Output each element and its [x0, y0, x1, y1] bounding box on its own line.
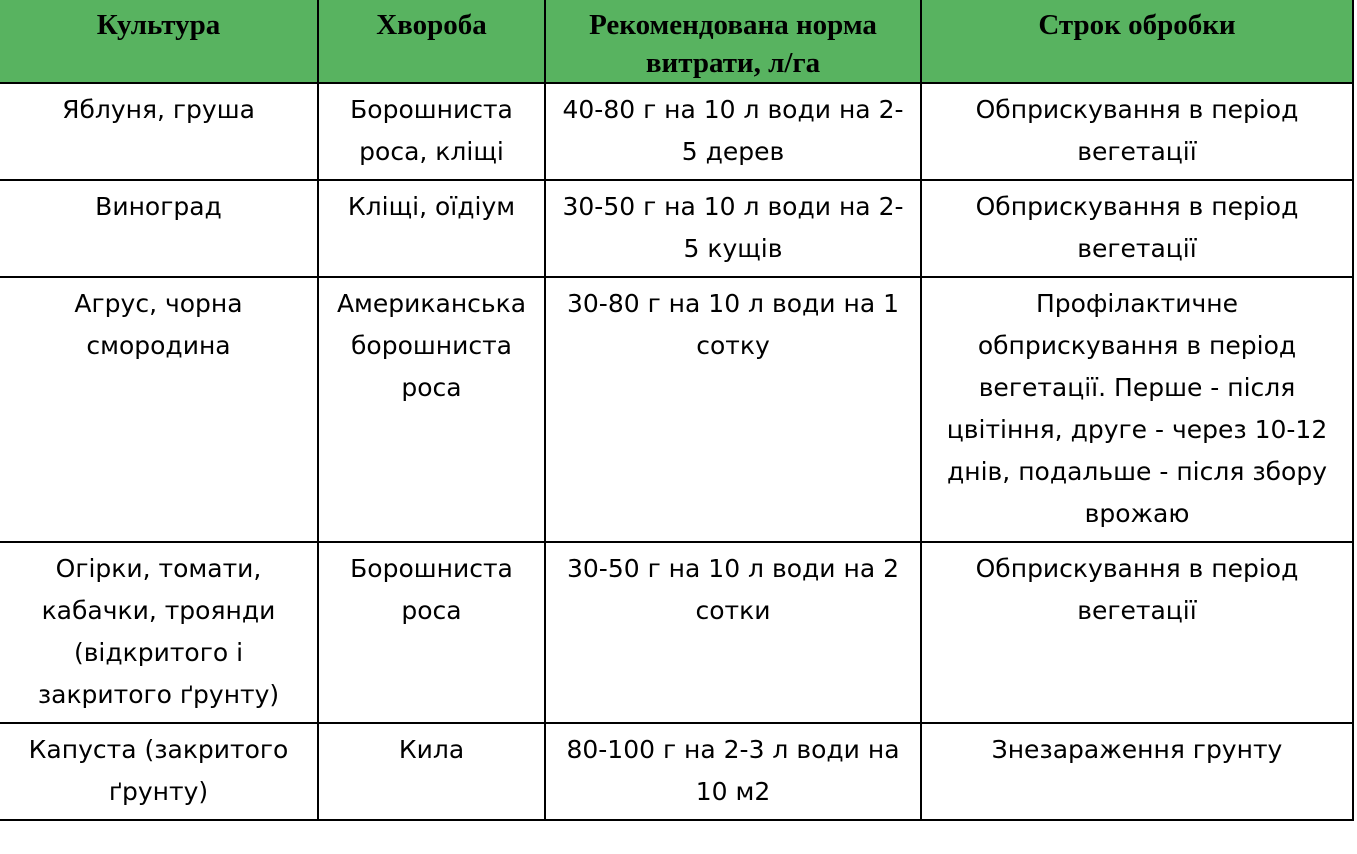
cell-crop: Агрус, чорна смородина	[0, 277, 318, 542]
cell-disease: Борошниста роса, кліщі	[318, 83, 545, 180]
header-crop: Культура	[0, 0, 318, 83]
table-row	[0, 277, 1353, 542]
cell-crop: Виноград	[0, 180, 318, 277]
cell-timing: Профілактичне обприскування в період вегетації. Перше - після цвітіння, друге - через 10-12 днів, подальше - після збору врожаю	[921, 277, 1353, 542]
header-disease: Хвороба	[318, 0, 545, 83]
cell-rate: 40-80 г на 10 л води на 2-5 дерев	[545, 83, 921, 180]
cell-timing: Обприскування в період вегетації	[921, 180, 1353, 277]
table-row	[0, 723, 1353, 820]
cell-disease: Кліщі, оїдіум	[318, 180, 545, 277]
cell-rate: 30-50 г на 10 л води на 2-5 кущів	[545, 180, 921, 277]
header-rate: Рекомендована норма витрати, л/га	[545, 0, 921, 83]
table-row	[0, 542, 1353, 723]
cell-disease: Американська борошниста роса	[318, 277, 545, 542]
cell-crop: Яблуня, груша	[0, 83, 318, 180]
cell-disease: Борошниста роса	[318, 542, 545, 723]
cell-rate: 80-100 г на 2-3 л води на 10 м2	[545, 723, 921, 820]
cell-crop: Огірки, томати, кабачки, троянди (відкритого і закритого ґрунту)	[0, 542, 318, 723]
header-timing: Строк обробки	[921, 0, 1353, 83]
table-row	[0, 180, 1353, 277]
cell-timing: Знезараження грунту	[921, 723, 1353, 820]
cell-rate: 30-80 г на 10 л води на 1 сотку	[545, 277, 921, 542]
cell-crop: Капуста (закритого ґрунту)	[0, 723, 318, 820]
cell-timing: Обприскування в період вегетації	[921, 83, 1353, 180]
cell-rate: 30-50 г на 10 л води на 2 сотки	[545, 542, 921, 723]
cell-timing: Обприскування в період вегетації	[921, 542, 1353, 723]
header-row	[0, 0, 1353, 83]
table-row	[0, 83, 1353, 180]
cell-disease: Кила	[318, 723, 545, 820]
